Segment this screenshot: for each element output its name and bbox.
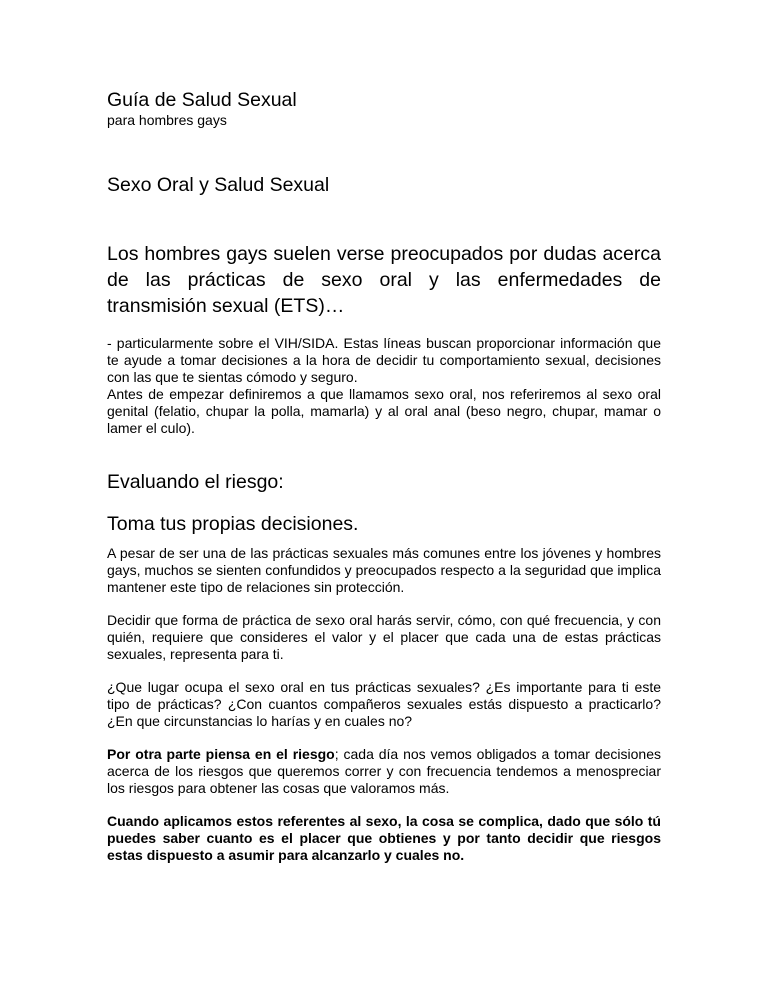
document-title: Guía de Salud Sexual [107, 89, 297, 111]
evaluando-paragraph-5: Cuando aplicamos estos referentes al sexo, la cosa se complica, dado que sólo tú puedes saber cuanto es el placer que obtienes y por tanto decidir que riesgos estas dispuesto a asumir para alcanzarlo y cuales no. [107, 813, 661, 863]
riesgo-rest: ; cada día nos vemos obligados a tomar decisiones acerca de los riesgos que queremos correr y con frecuencia tendemos a menospreciar los riesgos para obtener las cosas que valoramos más. [107, 746, 661, 796]
lead-paragraph: Los hombres gays suelen verse preocupados por dudas acerca de las prácticas de sexo oral y las enfermedades de transmisión sexual (ETS)… [107, 243, 661, 317]
evaluando-heading: Evaluando el riesgo: [107, 471, 284, 493]
evaluando-paragraph-2: Decidir que forma de práctica de sexo oral harás servir, cómo, con qué frecuencia, y con quién, requiere que consideres el valor y el placer que cada una de estas prácticas sexuales, representa para ti. [107, 612, 661, 662]
evaluando-paragraph-1: A pesar de ser una de las prácticas sexuales más comunes entre los jóvenes y hombres gays, muchos se sienten confundidos y preocupados respecto a la seguridad que implica mantener este tipo de relaciones sin protección. [107, 545, 661, 595]
intro-paragraph-2: Antes de empezar definiremos a que llamamos sexo oral, nos referiremos al sexo oral genital (felatio, chupar la polla, mamarla) y al oral anal (beso negro, chupar, mamar o lamer el culo). [107, 386, 661, 436]
riesgo-emphasis: Por otra parte piensa en el riesgo [107, 746, 335, 762]
section-title: Sexo Oral y Salud Sexual [107, 174, 330, 196]
intro-paragraph-1: - particularmente sobre el VIH/SIDA. Estas líneas buscan proporcionar información que te ayude a tomar decisiones a la hora de decidir tu comportamiento sexual, decisiones con las que te sientas cómodo y seguro. [107, 335, 661, 385]
evaluando-paragraph-4 [107, 746, 661, 797]
toma-decisiones-heading: Toma tus propias decisiones. [107, 513, 359, 535]
evaluando-paragraph-3: ¿Que lugar ocupa el sexo oral en tus prácticas sexuales? ¿Es importante para ti este tipo de prácticas? ¿Con cuantos compañeros sexuales estás dispuesto a practicarlo? ¿En que circunstancias lo harías y en cuales no? [107, 679, 661, 729]
document-subtitle: para hombres gays [107, 112, 227, 128]
